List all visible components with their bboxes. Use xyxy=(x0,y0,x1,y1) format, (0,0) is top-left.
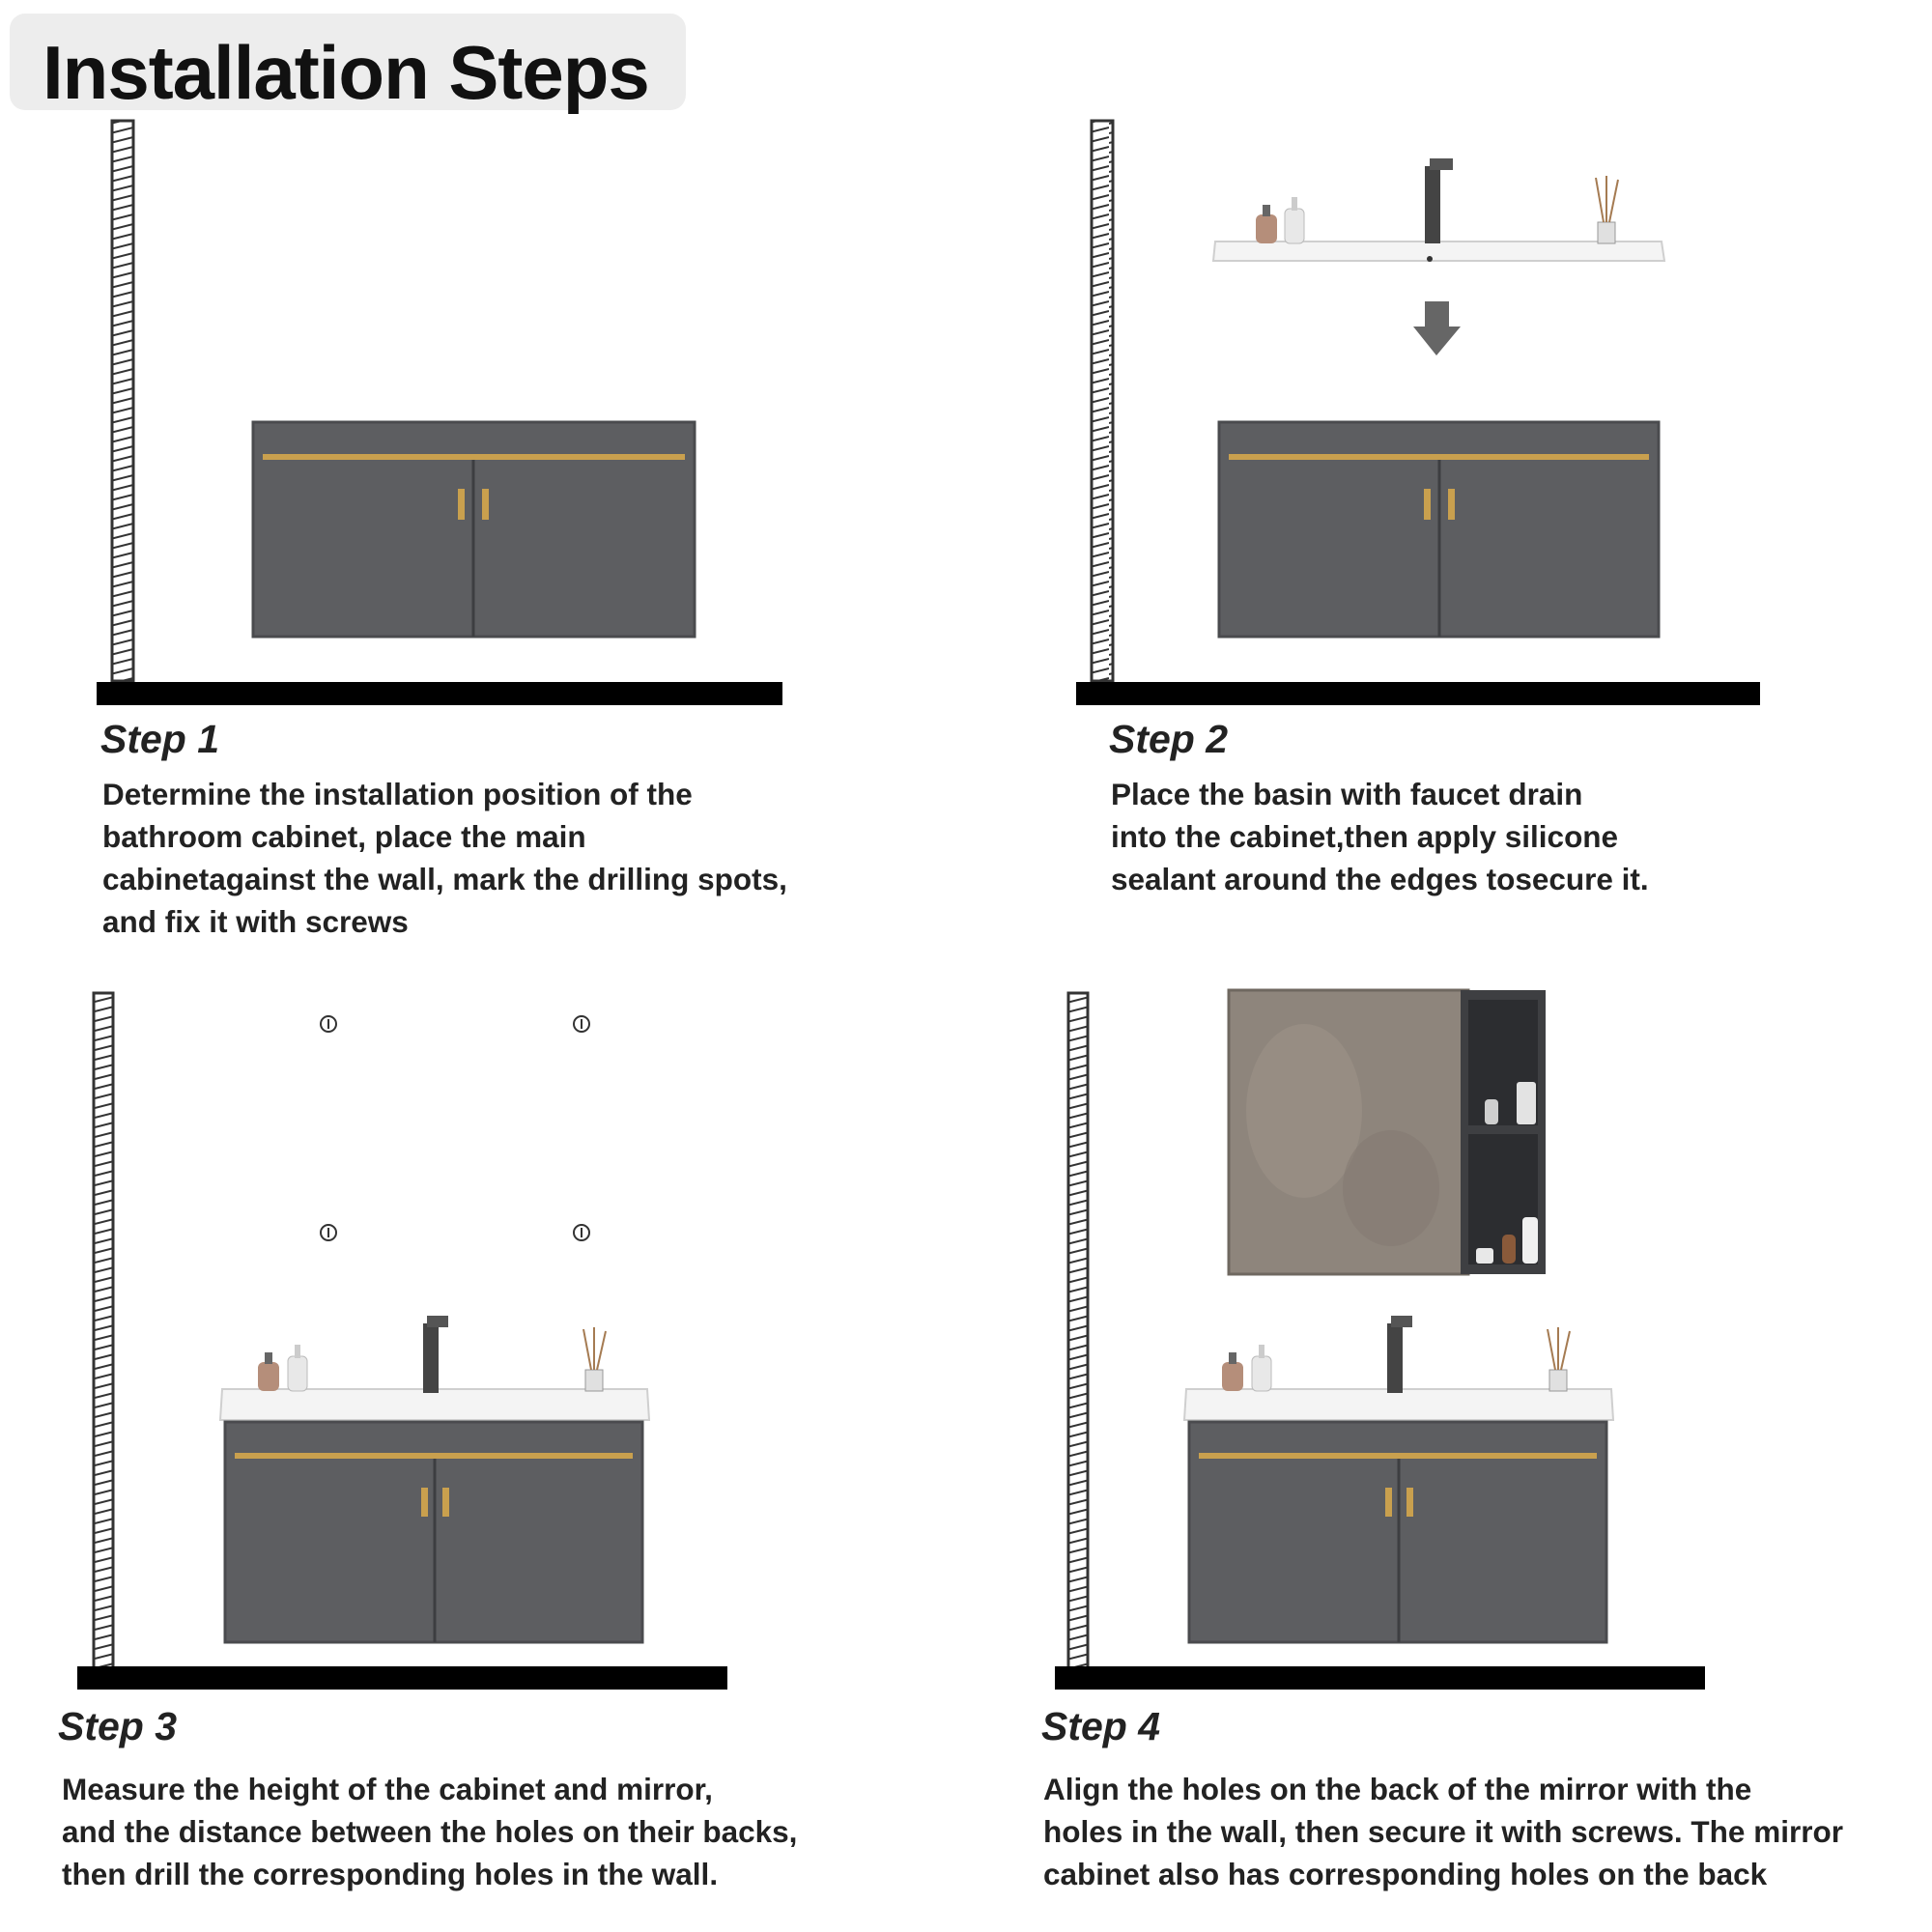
step2-illustration xyxy=(1063,116,1777,715)
step1-line: bathroom cabinet, place the main xyxy=(102,819,586,854)
step3-line: Measure the height of the cabinet and mirror, xyxy=(62,1772,713,1806)
page-title: Installation Steps xyxy=(43,30,649,115)
step4-line: holes in the wall, then secure it with screws. The mirror xyxy=(1043,1814,1843,1849)
step2-line: sealant around the edges tosecure it. xyxy=(1111,862,1649,896)
step4-description xyxy=(1043,1768,1843,1895)
step1-line: Determine the installation position of the xyxy=(102,777,693,811)
step3-line: then drill the corresponding holes in the wall. xyxy=(62,1857,719,1891)
basin-with-faucet xyxy=(1213,158,1664,262)
step3-illustration xyxy=(68,985,782,1700)
step4-illustration xyxy=(1043,976,1758,1700)
mirror-cabinet xyxy=(1229,990,1546,1274)
step3-title: Step 3 xyxy=(58,1704,178,1748)
step1-title: Step 1 xyxy=(100,717,220,761)
step1-description xyxy=(102,773,787,943)
wall-screw-holes xyxy=(321,1016,589,1240)
floor xyxy=(1055,1666,1705,1690)
vanity-cabinet xyxy=(253,422,695,637)
title-banner xyxy=(10,14,686,115)
step4-line: cabinet also has corresponding holes on the back xyxy=(1043,1857,1768,1891)
floor xyxy=(1076,682,1760,705)
wall xyxy=(1068,993,1088,1675)
vanity-cabinet xyxy=(1219,422,1659,637)
step2-title: Step 2 xyxy=(1109,717,1229,761)
vanity-with-basin xyxy=(1184,1316,1613,1642)
wall xyxy=(112,121,133,681)
wall xyxy=(1092,121,1113,681)
step1-illustration xyxy=(87,116,802,715)
step2-line: Place the basin with faucet drain xyxy=(1111,777,1583,811)
step4-title: Step 4 xyxy=(1041,1704,1161,1748)
wall xyxy=(94,993,113,1675)
vanity-with-basin xyxy=(220,1316,649,1642)
step4-line: Align the holes on the back of the mirror with the xyxy=(1043,1772,1752,1806)
step1-line: and fix it with screws xyxy=(102,904,409,939)
floor xyxy=(97,682,782,705)
down-arrow-icon xyxy=(1413,301,1461,355)
step1-line: cabinetagainst the wall, mark the drilling spots, xyxy=(102,862,787,896)
step3-description xyxy=(62,1768,797,1895)
floor xyxy=(77,1666,727,1690)
step2-description xyxy=(1111,773,1649,900)
step2-line: into the cabinet,then apply silicone xyxy=(1111,819,1619,854)
step3-line: and the distance between the holes on their backs, xyxy=(62,1814,798,1849)
